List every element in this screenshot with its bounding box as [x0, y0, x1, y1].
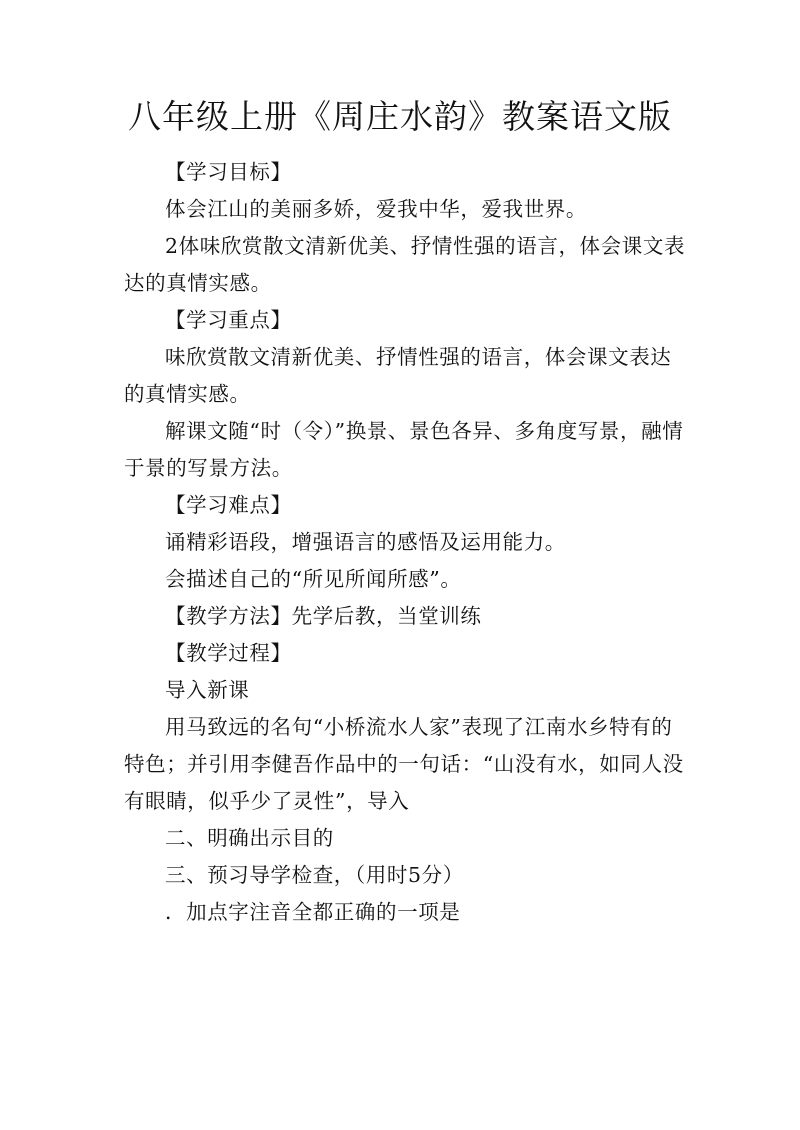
paragraph: 味欣赏散文清新优美、抒情性强的语言，体会课文表达的真情实感。: [124, 345, 672, 406]
document-title: 八年级上册《周庄水韵》教案语文版: [128, 97, 672, 136]
section-heading-process: 【教学过程】: [165, 641, 292, 665]
section-heading-difficulties: 【学习难点】: [165, 493, 292, 517]
paragraph: 导入新课: [165, 678, 250, 702]
section-heading-methods: 【教学方法】先学后教，当堂训练: [165, 604, 482, 628]
paragraph: 体会江山的美丽多娇，爱我中华，爱我世界。: [165, 197, 587, 221]
paragraph: 诵精彩语段，增强语言的感悟及运用能力。: [165, 530, 566, 554]
paragraph: 二、明确出示目的: [165, 826, 334, 850]
document-body: [124, 154, 690, 931]
paragraph: 三、预习导学检查，（用时5分）: [165, 863, 464, 887]
section-heading-objectives: 【学习目标】: [165, 160, 292, 184]
paragraph: 2体味欣赏散文清新优美、抒情性强的语言，体会课文表达的真情实感。: [124, 234, 686, 295]
section-heading-key-points: 【学习重点】: [165, 308, 292, 332]
paragraph: 会描述自己的“所见所闻所感”。: [165, 567, 462, 591]
paragraph: ．加点字注音全都正确的一项是: [165, 900, 461, 924]
paragraph: 用马致远的名句“小桥流水人家”表现了江南水乡特有的特色；并引用李健吾作品中的一句话：“山没有水，如同人没有眼睛，似乎少了灵性”，导入: [124, 715, 684, 813]
paragraph: 解课文随“时（令）”换景、景色各异、多角度写景，融情于景的写景方法。: [124, 419, 684, 480]
